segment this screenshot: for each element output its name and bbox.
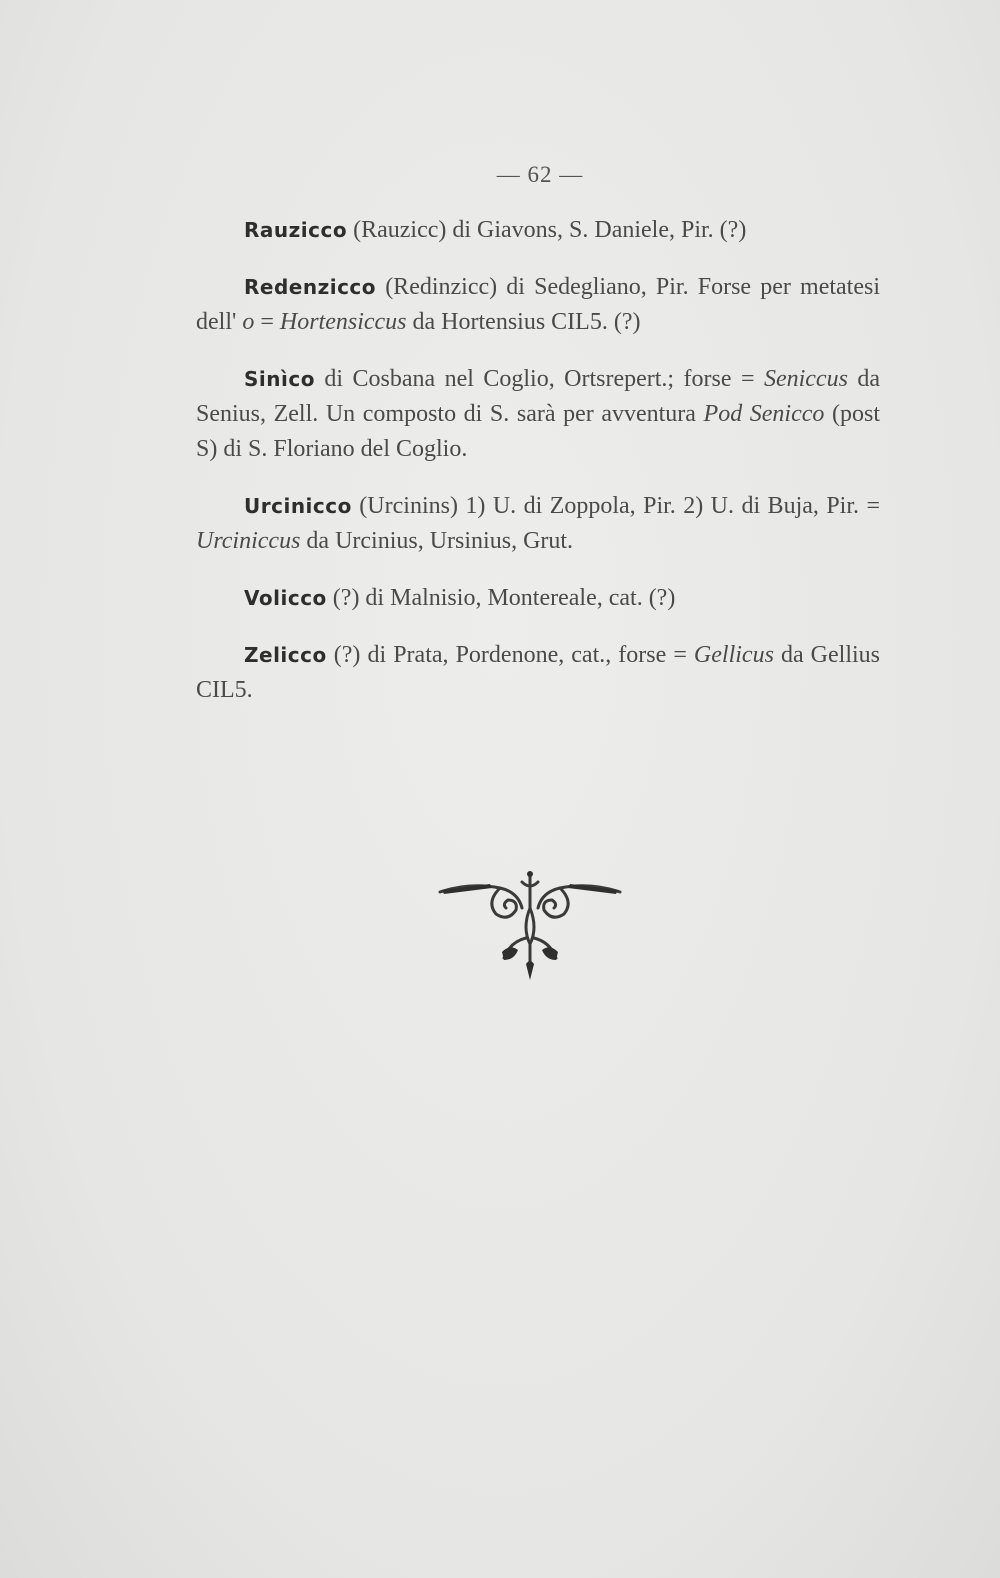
entry-headword: Sinìco <box>244 367 315 391</box>
entry-body: da Urcinius, Ursinius, Grut. <box>300 528 574 554</box>
entry-italic: o <box>242 309 255 335</box>
entry-zelicco <box>196 638 880 708</box>
entry-body: (Rauzicc) di Giavons, S. Daniele, Pir. (?) <box>347 217 747 243</box>
entry-headword: Rauzicco <box>244 218 348 242</box>
entry-body: (post S) di S. Floriano del Coglio. <box>196 401 880 462</box>
entry-italic: Seniccus <box>763 366 848 392</box>
text-block <box>196 213 880 730</box>
entry-headword: Zelicco <box>244 643 327 667</box>
entry-body: = <box>254 309 280 335</box>
entry-volicco <box>196 581 880 616</box>
entry-italic: Hortensiccus <box>279 309 407 335</box>
entry-rauzicco <box>196 213 880 248</box>
entry-body: (?) di Prata, Pordenone, cat., forse = <box>326 642 694 668</box>
entry-body: da Hortensius CIL5. (?) <box>406 309 641 335</box>
entry-body: (?) di Malnisio, Montereale, cat. (?) <box>326 585 676 611</box>
entry-body: da Gellius CIL5. <box>196 642 880 703</box>
entry-headword: Redenzicco <box>244 275 377 299</box>
entry-body: (Redinzicc) di Sedegliano, Pir. Forse per metatesi dell' <box>196 274 880 335</box>
entry-italic: Urciniccus <box>196 528 301 554</box>
entry-redenzicco <box>196 270 880 340</box>
entry-urcinicco <box>196 489 880 559</box>
entry-sinico <box>196 362 880 467</box>
entry-body: di Cosbana nel Coglio, Ortsrepert.; forse = <box>314 366 764 392</box>
page-number: — 62 — <box>496 162 584 187</box>
fleuron-ornament-icon <box>430 868 630 988</box>
entry-body: (Urcinins) 1) U. di Zoppola, Pir. 2) U. di Buja, Pir. = <box>351 493 880 519</box>
entry-italic: Gellicus <box>693 642 774 668</box>
entry-headword: Volicco <box>244 586 327 610</box>
entry-italic: Pod Senicco <box>703 401 825 427</box>
entry-body: da Senius, Zell. Un composto di S. sarà per avventura <box>196 366 880 427</box>
entry-headword: Urcinicco <box>244 494 352 518</box>
